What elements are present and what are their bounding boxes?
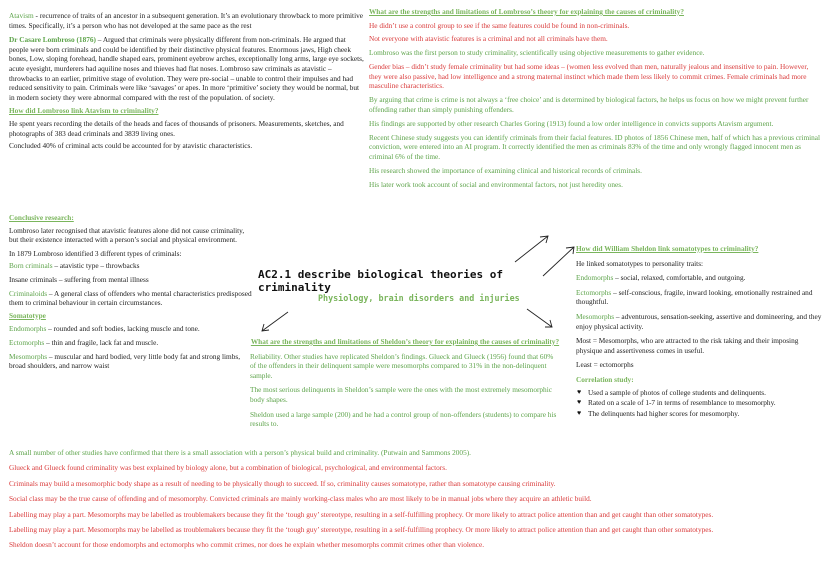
lombroso-evaluation-item: His findings are supported by other research Charles Goring (1913) found a low order intelligence in convicts supports Atavism argument. [369,118,774,128]
somatotype-heading: Somatotype [9,310,46,320]
arrow-to-correlation [527,309,552,327]
endomorphs-right: Endomorphs – social, relaxed, comfortable, and outgoing. [576,273,746,283]
least-likely: Least = ectomorphs [576,360,634,370]
mesomorphs-left: Mesomorphs – muscular and hard bodied, very little body fat and strong limbs, broad shoulders, and narrow waist [9,351,241,371]
link-paragraph-1: He spent years recording the details of the heads and faces of thousands of prisoners. Measurements, sketches, and photographs of 383 dead criminals and 3839 living ones. [9,118,344,138]
lombroso-evaluation-item: His later work took account of social and environmental factors, not just heredity ones. [369,179,623,189]
page-title: AC2.1 describe biological theories of criminality [258,268,504,294]
lombroso-evaluation-heading: What are the strengths and limitations of Lombroso’s theory for explaining the causes of criminality? [369,7,684,16]
arrow-to-lombroso-evaluation [515,236,548,262]
sheldon-limitation-item: Glueck and Glueck found criminality was best explained by biology alone, but a combination of biological, psychological, and environmental factors. [9,463,447,473]
conclusive-research-heading: Conclusive research: [9,213,74,222]
atavism-definition: Atavism - recurrence of traits of an ancestor in a subsequent generation. It’s an evolutionary throwback to more primitive times. Specifically, it’s a person who has not developed at the same pace as the rest [9,11,363,30]
arrow-to-sheldon-link [543,247,574,276]
mesomorphs-right: Mesomorphs – adventurous, sensation-seeking, assertive and domineering, and they enjoy physical activity. [576,311,822,331]
lombroso-evaluation-item: Not everyone with atavistic features is a criminal and not all criminals have them. [369,34,608,44]
sheldon-strength-2: The most serious delinquents in Sheldon’s sample were the ones with the most extremely mesomorphic body shapes. [250,385,552,404]
endomorphs-left: Endomorphs – rounded and soft bodies, lacking muscle and tone. [9,324,200,334]
lombroso-evaluation-item: He didn’t use a control group to see if the same features could be found in non-criminals. [369,20,630,30]
page-subtitle: Physiology, brain disorders and injuries [318,293,520,303]
correlation-heading: Correlation study: [576,374,634,384]
insane-criminals: Insane criminals – suffering from mental illness [9,274,149,284]
most-likely: Most = Mesomorphs, who are attracted to the risk taking and their imposing physique and assertiveness comes in useful. [576,336,799,355]
lombroso-evaluation-item: Gender bias – didn’t study female criminality but had some ideas – (women less evolved than men, naturally jealous and insensitive to pain. However, they were also passive, had low intelligence and a strong maternal instinct which made them less likely to commit crimes. Female criminals had more masculine characteristics. [369,62,809,91]
lombroso-evaluation-item: Lombroso was the first person to study criminality, scientifically using objective measurements to gather evidence. [369,48,705,58]
correlation-item: ♥ The delinquents had higher scores for mesomorphy. [588,409,824,419]
sheldon-intro: He linked somatotypes to personality traits: [576,258,704,268]
lombroso-link-heading: How did Lombroso link Atavism to criminality? [9,106,159,116]
arrow-to-sheldon-evaluation [262,312,288,331]
born-criminals: Born criminals – atavistic type – throwbacks [9,261,140,271]
lombroso-paragraph: Dr Casare Lombroso (1876) – Argued that criminals were physically different from non-criminals. He argued that people were born criminals and could be identified by their distinctive physical features. Enormous jaws, High cheek bones, Low, sloping forehead, handle shaped ears, prominent eyebrow arches, exceptionally long arms, large eye sockets, acute eyesight, murderers had aquiline noses and thieves had flat noses. Lombroso saw criminals as atavistic – throwbacks to an earlier, primitive stage of evolution. They were pre-social – unable to control their impulses and had reduced sensitivity to pain. Criminals were like ‘savages’ or apes. In more ‘primitive’ society they would be normal, but in modern society they were abnormal compared with the rest of the population. of society. [9,35,364,102]
lombroso-evaluation-item: His research showed the importance of examining clinical and historical records of criminals. [369,165,642,175]
atavism-term: Atavism [9,11,34,20]
link-paragraph-2: Concluded 40% of criminal acts could be accounted for by atavistic characteristics. [9,141,253,151]
lombroso-evaluation-item: By arguing that crime is crime is not always a ‘free choice’ and is determined by biological factors, he helps us focus on how we might prevent further offending rather than simply punishing offenders. [369,95,809,114]
sheldon-heading: How did William Sheldon link somatotypes to criminality? [576,244,759,253]
correlation-item: ♥ Used a sample of photos of college students and delinquents. [588,388,824,398]
research-paragraph-2: In 1879 Lombroso identified 3 different types of criminals: [9,248,182,258]
ectomorphs-left: Ectomorphs – thin and fragile, lack fat and muscle. [9,337,159,347]
sheldon-strength-3: Sheldon used a large sample (200) and he had a control group of non-offenders (students) to compare his results to. [250,409,557,429]
lombroso-name: Dr Casare Lombroso (1876) [9,35,96,45]
ectomorphs-right: Ectomorphs – self-conscious, fragile, inward looking, emotionally restrained and thoughtful. [576,287,813,307]
research-paragraph-1: Lombroso later recognised that atavistic features alone did not cause criminality, but their existence interacted with a person’s social and physical environment. [9,225,245,245]
sheldon-limitation-item: Labelling may play a part. Mesomorphs may be labelled as troublemakers because they fit the ‘tough guy’ stereotype, resulting in a self-fulfilling prophecy. Or more likely to attract police attention than and get caught than other somatotypes. [9,509,714,519]
sheldon-limitation-item: Criminals may build a mesomorphic body shape as a result of needing to be physically though to succeed. If so, criminality causes somatotype, rather than somatotype causing criminality. [9,478,556,488]
sheldon-strength-1: Reliability. Other studies have replicated Sheldon’s findings. Glueck and Glueck (1956) found that 60% of the offenders in their delinquent sample were mesomorphs compared to 31% in the non-delinquent sample. [250,351,554,380]
lombroso-evaluation-item: Recent Chinese study suggests you can identify criminals from their facial features. ID photos of 1856 Chinese men, half of which has a previous criminal conviction, were entered into an AI program. It correctly identified the men as criminals 83% of the time and only wrongly flagged innocent men as criminal 6% of the time. [369,132,821,161]
correlation-item: ♥ Rated on a scale of 1-7 in terms of resemblance to mesomorphy. [588,398,824,408]
criminaloids: Criminaloids – A general class of offenders who mental characteristics predisposed them to criminal behaviour in certain circumstances. [9,288,252,308]
sheldon-limitation-item: Sheldon doesn’t account for those endomorphs and ectomorphs who commit crimes, nor does he explain whether mesomorphs commit crimes other than violence. [9,540,485,550]
sheldon-evaluation-heading: What are the strengths and limitations of Sheldon’s theory for explaining the causes of criminality? [250,337,560,346]
sheldon-limitation-item: A small number of other studies have confirmed that there is a small association with a person’s physical build and criminality. (Putwain and Sammons 2005). [9,448,471,457]
sheldon-limitation-item: Labelling may play a part. Mesomorphs may be labelled as troublemakers because they fit the ‘tough guy’ stereotype, resulting in a self-fulfilling prophecy. Or more likely to attract police attention than and get caught than other somatotypes. [9,524,714,534]
sheldon-limitation-item: Social class may be the true cause of offending and of mesomorphy. Convicted criminals are mainly working-class males who are most likely to be in manual jobs where they acquire an athletic build. [9,494,592,504]
